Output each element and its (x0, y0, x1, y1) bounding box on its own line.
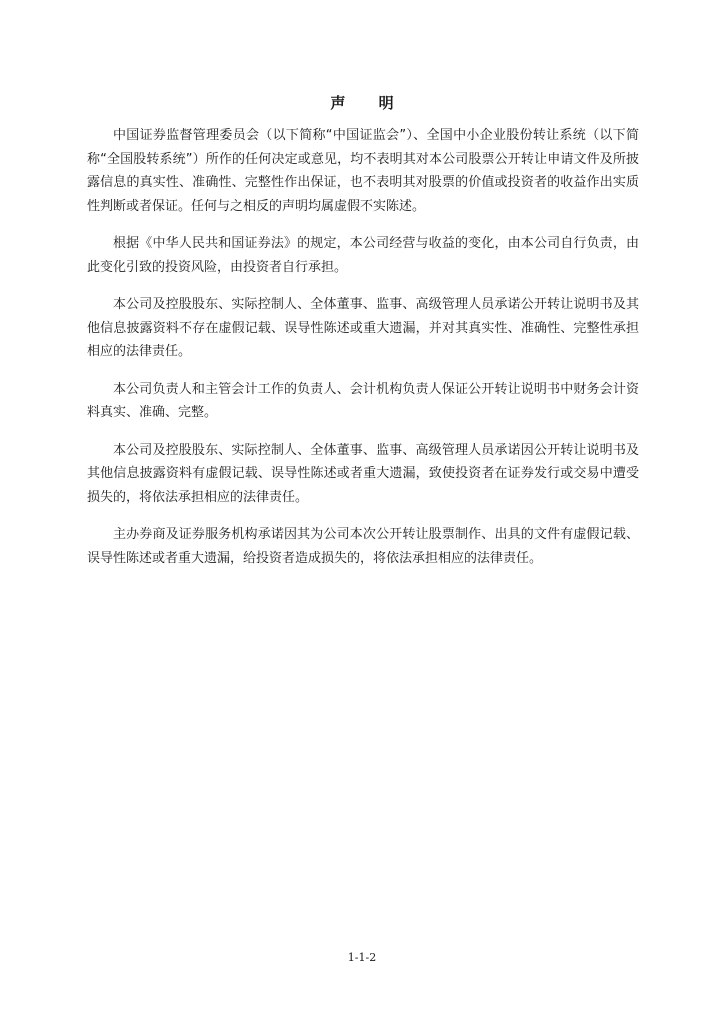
page-title: 声 明 (330, 94, 408, 112)
page-number: 1-1-2 (347, 951, 377, 964)
paragraph-financial-guarantee: 本公司负责人和主管会计工作的负责人、会计机构负责人保证公开转让说明书中财务会计资料真实、准确、完整。 (87, 381, 639, 420)
paragraph-disclosure-commitment: 本公司及控股股东、实际控制人、全体董事、监事、高级管理人员承诺公开转让说明书及其他信息披露资料不存在虚假记载、误导性陈述或重大遗漏，并对其真实性、准确性、完整性承担相应的法律责任。 (87, 297, 639, 359)
paragraph-disclaimer: 中国证券监督管理委员会（以下简称“中国证监会”）、全国中小企业股份转让系统（以下简称“全国股转系统”）所作的任何决定或意见，均不表明其对本公司股票公开转让申请文件及所披露信息的真实性、准确性、完整性作出保证，也不表明其对股票的价值或投资者的收益作出实质性判断或者保证。任何与之相反的声明均属虚假不实陈述。 (87, 128, 639, 214)
paragraph-broker-commitment: 主办券商及证券服务机构承诺因其为公司本次公开转让股票制作、出具的文件有虚假记载、误导性陈述或者重大遗漏，给投资者造成损失的，将依法承担相应的法律责任。 (87, 527, 639, 566)
paragraph-securities-law: 根据《中华人民共和国证券法》的规定，本公司经营与收益的变化，由本公司自行负责，由此变化引致的投资风险，由投资者自行承担。 (87, 236, 639, 275)
paragraph-liability-commitment: 本公司及控股股东、实际控制人、全体董事、监事、高级管理人员承诺因公开转让说明书及其他信息披露资料有虚假记载、误导性陈述或者重大遗漏，致使投资者在证券发行或交易中遭受损失的，将依法承担相应的法律责任。 (87, 442, 639, 505)
declaration-body (87, 124, 639, 584)
